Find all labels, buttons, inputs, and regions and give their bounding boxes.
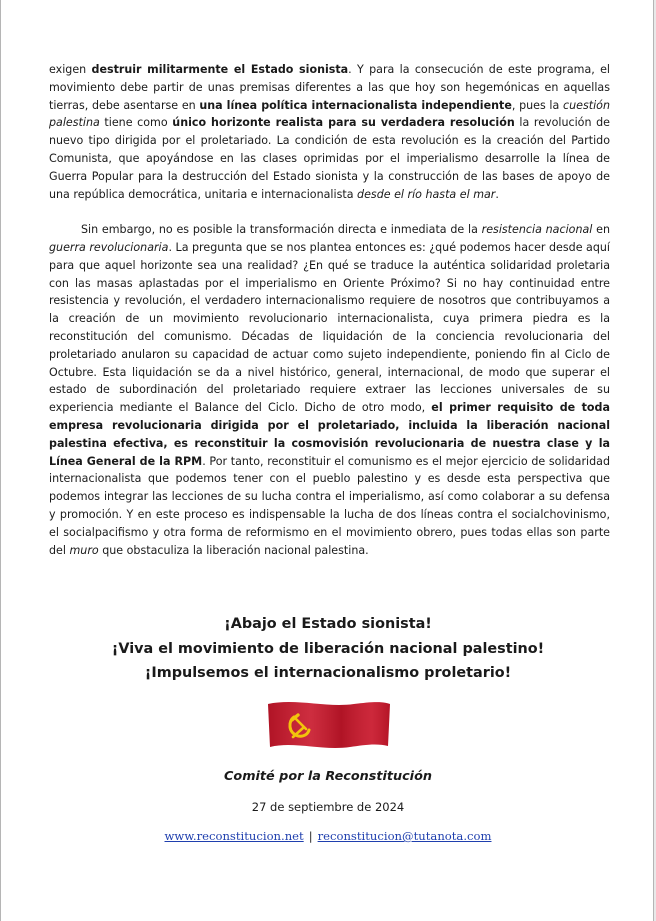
italic-run: guerra revolucionaria <box>49 240 169 254</box>
text-run: tiene como <box>99 116 173 130</box>
signature: Comité por la Reconstitución <box>224 769 432 784</box>
text-run: en <box>592 223 610 237</box>
slogan-3: ¡Impulsemos el internacionalismo proletario! <box>144 665 512 681</box>
text-run: la revolución de nuevo tipo dirigida por el proletariado. La condición de esta revolución es la creación del Partido Comunista, que apoyándose en las clases oprimidas por el imperialismo desarrolle la línea de Guerra Popular para la destrucción del Estado sionista y la construcción de las bases de apoyo de una república democrática, unitaria e internacionalista <box>49 116 610 201</box>
paragraph-1 <box>49 61 610 203</box>
text-run: . Por tanto, reconstituir el comunismo es el mejor ejercicio de solidaridad internacionalista que podemos tener con el pueblo palestino y es desde esta perspectiva que podemos integrar las lecciones de su lucha contra el imperialismo, así como colaborar a su defensa y promoción. Y en este proceso es indispensable la lucha de dos líneas contra el socialchovinismo, el socialpacifismo y otra forma de reformismo en el movimiento obrero, pues todas ellas son parte del <box>49 454 610 557</box>
website-link[interactable]: www.reconstitucion.net <box>164 829 304 843</box>
slogans <box>1 612 655 686</box>
text-run: , pues la <box>511 98 563 112</box>
bold-run: una línea política internacionalista independiente <box>199 98 512 112</box>
text-run: . La pregunta que se nos plantea entonces es: ¿qué podemos hacer desde aquí para que aquel horizonte sea una realidad? ¿En qué se traduce la auténtica solidaridad proletaria con las masas aplastadas por el imperialismo en Oriente Próximo? Si no hay continuidad entre resistencia y revolución, el verdadero internacionalismo requiere de nosotros que contribuyamos a la creación de un movimiento revolucionario internacionalista, cuya primera piedra es la reconstitución del comunismo. Décadas de liquidación de la conciencia revolucionaria del proletariado anularon su capacidad de actuar como sujeto independiente, poniendo fin al Ciclo de Octubre. Esta liquidación se da a nivel histórico, general, internacional, de modo que superar el estado de subordinación del proletariado requiere extraer las lecciones universales de su experiencia mediante el Balance del Ciclo. Dicho de otro modo, <box>49 240 611 415</box>
body-text <box>49 61 610 559</box>
hammer-and-sickle-flag-icon <box>266 700 392 750</box>
slogan-1: ¡Abajo el Estado sionista! <box>224 616 432 632</box>
slogan-2: ¡Viva el movimiento de liberación nacional palestino! <box>111 640 545 657</box>
date: 27 de septiembre de 2024 <box>251 800 405 814</box>
text-run: Sin embargo, no es posible la transformación directa e inmediata de la <box>81 223 482 237</box>
text-run: . <box>495 187 499 201</box>
bold-run: el primer requisito de toda empresa revolucionaria dirigida por el proletariado, incluida la liberación nacional palestina efectiva, es reconstituir la cosmovisión revolucionaria de nuestra clase y la Línea General de la RPM <box>49 401 610 468</box>
footer-links <box>1 829 655 843</box>
text-run: . Y para la consecución de este programa, el movimiento debe partir de unas premisas diferentes a las que hoy son hegemónicas en aquellas tierras, debe asentarse en <box>49 63 611 112</box>
italic-run: desde el río hasta el mar <box>357 187 496 201</box>
email-link[interactable]: reconstitucion@tutanota.com <box>317 829 492 843</box>
text-run: exigen <box>49 63 92 76</box>
link-separator: | <box>308 829 313 843</box>
italic-run: muro <box>69 543 99 557</box>
paragraph-2 <box>49 221 610 559</box>
bold-run: único horizonte realista para su verdadera resolución <box>172 116 515 130</box>
text-run: que obstaculiza la liberación nacional palestina. <box>98 543 369 557</box>
bold-run: destruir militarmente el Estado sionista <box>91 63 349 76</box>
italic-run: resistencia nacional <box>481 223 593 237</box>
italic-run: cuestión palestina <box>49 98 610 130</box>
